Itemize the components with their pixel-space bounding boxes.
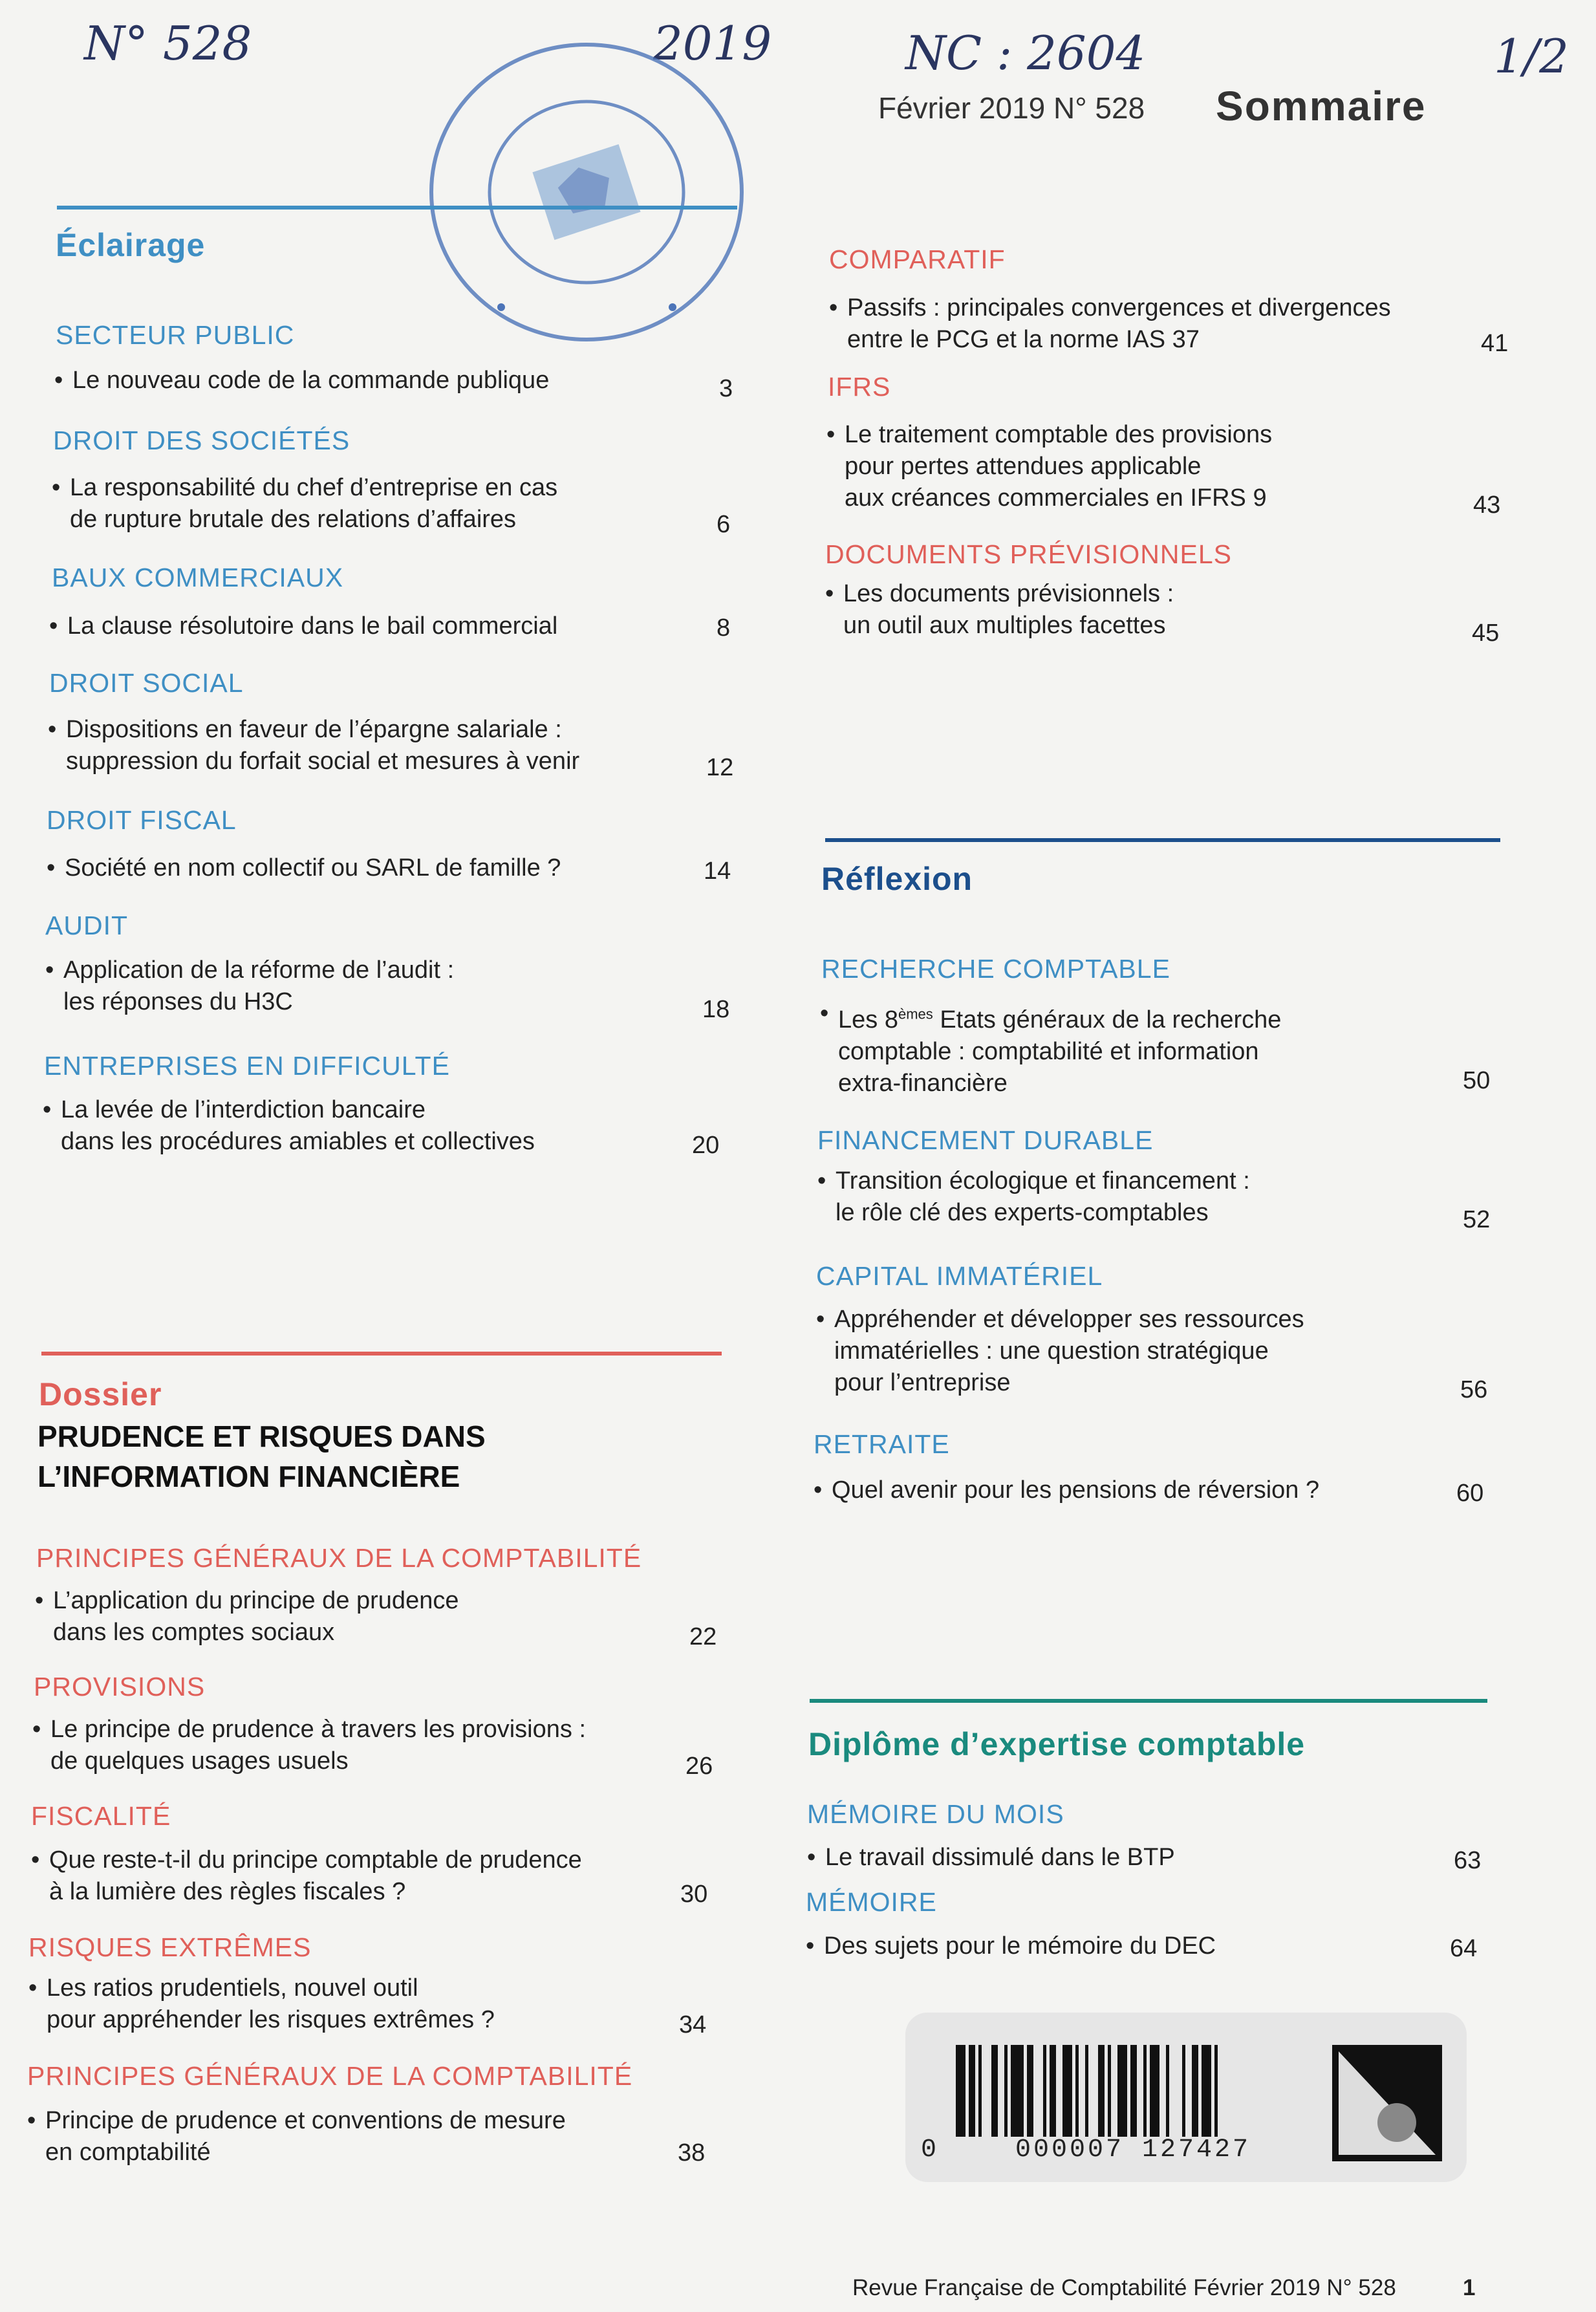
- barcode-bar: [1027, 2045, 1033, 2137]
- toc-entry[interactable]: • Application de la réforme de l’audit : les réponses du H3C: [45, 956, 455, 1015]
- dossier-subtitle: PRUDENCE ET RISQUES DANS L’INFORMATION FINANCIÈRE: [38, 1420, 486, 1493]
- page-number: 30: [680, 1881, 708, 1908]
- category-label: MÉMOIRE DU MOIS: [807, 1799, 1064, 1829]
- barcode-bar: [1192, 2045, 1198, 2137]
- category-label: BAUX COMMERCIAUX: [52, 563, 344, 592]
- barcode-bar: [1085, 2045, 1088, 2137]
- page-number: 20: [692, 1132, 720, 1159]
- page-number: 50: [1463, 1067, 1491, 1094]
- barcode-prefix: 0: [921, 2135, 937, 2165]
- barcode-bar: [1182, 2045, 1185, 2137]
- toc-entry[interactable]: • Le nouveau code de la commande publique: [54, 367, 550, 394]
- page-number: 18: [702, 996, 730, 1023]
- category-label: RISQUES EXTRÊMES: [28, 1932, 312, 1962]
- page-number: 22: [689, 1623, 717, 1650]
- category-label: ENTREPRISES EN DIFFICULTÉ: [44, 1051, 450, 1081]
- barcode-addon-icon: [1332, 2045, 1442, 2161]
- eclairage-title: Éclairage: [56, 227, 206, 263]
- barcode-bar: [1202, 2045, 1211, 2137]
- toc-entry[interactable]: • La clause résolutoire dans le bail commercial: [49, 612, 558, 640]
- toc-entry[interactable]: • Des sujets pour le mémoire du DEC: [806, 1932, 1216, 1960]
- page-number: 6: [717, 511, 731, 538]
- library-stamp-icon: [424, 36, 750, 349]
- toc-entry[interactable]: • Les 8èmes Etats généraux de la recherche comptable : comptabilité et information extra-financière: [820, 1000, 1282, 1097]
- barcode-bar: [1050, 2045, 1056, 2137]
- eclairage-rule: [57, 206, 737, 210]
- barcode-bar: [1108, 2045, 1111, 2137]
- category-label: PROVISIONS: [34, 1672, 206, 1702]
- page-number: 3: [719, 375, 733, 402]
- toc-entry[interactable]: • Que reste-t-il du principe comptable de prudence à la lumière des règles fiscales ?: [31, 1846, 582, 1905]
- barcode-bar: [1143, 2045, 1147, 2137]
- barcode-bar: [1214, 2045, 1218, 2137]
- barcode-bar: [1043, 2045, 1046, 2137]
- category-label: FINANCEMENT DURABLE: [817, 1125, 1154, 1155]
- handwritten-nc: NC : 2604: [905, 26, 1146, 80]
- barcode-bar: [969, 2045, 975, 2137]
- category-label: AUDIT: [45, 911, 128, 940]
- toc-entry[interactable]: • Le principe de prudence à travers les provisions : de quelques usages usuels: [32, 1716, 587, 1775]
- toc-entry[interactable]: • Le traitement comptable des provisions pour pertes attendues applicable aux créances commerciales en IFRS 9: [826, 421, 1273, 512]
- category-label: RETRAITE: [814, 1429, 950, 1459]
- barcode-bar: [1062, 2045, 1072, 2137]
- barcode-bar: [1011, 2045, 1024, 2137]
- page-number: 52: [1463, 1206, 1491, 1233]
- dossier-label: Dossier: [39, 1376, 162, 1412]
- reflexion-rule: [825, 838, 1500, 842]
- category-label: MÉMOIRE: [806, 1887, 937, 1917]
- toc-entry[interactable]: • Les ratios prudentiels, nouvel outil pour appréhender les risques extrêmes ?: [28, 1974, 495, 2033]
- category-label: SECTEUR PUBLIC: [56, 320, 295, 350]
- toc-entry[interactable]: • L’application du principe de prudence dans les comptes sociaux: [35, 1587, 459, 1646]
- page-number: 60: [1456, 1480, 1484, 1507]
- page-number: 26: [685, 1753, 713, 1780]
- toc-entry[interactable]: • Principe de prudence et conventions de mesure en comptabilité: [27, 2107, 566, 2166]
- reflexion-title: Réflexion: [821, 861, 973, 897]
- category-label: RECHERCHE COMPTABLE: [821, 954, 1170, 984]
- issue-info: Février 2019 N° 528: [878, 91, 1145, 125]
- page-title: Sommaire: [1216, 83, 1427, 129]
- category-label: DOCUMENTS PRÉVISIONNELS: [825, 539, 1232, 569]
- category-label: DROIT SOCIAL: [49, 668, 244, 698]
- category-label: COMPARATIF: [829, 244, 1006, 274]
- barcode-bar: [1166, 2045, 1169, 2137]
- toc-entry[interactable]: • La levée de l’interdiction bancaire dans les procédures amiables et collectives: [43, 1096, 535, 1155]
- barcode-bars: [956, 2045, 1318, 2137]
- barcode-bar: [1130, 2045, 1137, 2137]
- page-number: 41: [1481, 330, 1509, 357]
- barcode-bar: [1004, 2045, 1008, 2137]
- category-label: DROIT FISCAL: [47, 805, 237, 835]
- barcode-digits: 000007 127427: [1015, 2135, 1251, 2165]
- barcode-bar: [991, 2045, 998, 2137]
- category-label: IFRS: [828, 372, 891, 402]
- dec-title: Diplôme d’expertise comptable: [808, 1726, 1306, 1762]
- footer-page-number: 1: [1463, 2275, 1476, 2300]
- category-label: CAPITAL IMMATÉRIEL: [816, 1261, 1103, 1291]
- barcode-bar: [956, 2045, 965, 2137]
- barcode-bar: [1075, 2045, 1079, 2137]
- page-number: 12: [706, 754, 734, 781]
- category-label: PRINCIPES GÉNÉRAUX DE LA COMPTABILITÉ: [36, 1543, 642, 1573]
- page-number: 38: [678, 2139, 706, 2166]
- toc-entry[interactable]: • Les documents prévisionnels : un outil aux multiples facettes: [825, 580, 1174, 639]
- toc-entry[interactable]: • Transition écologique et financement : le rôle clé des experts-comptables: [817, 1167, 1250, 1226]
- category-label: PRINCIPES GÉNÉRAUX DE LA COMPTABILITÉ: [27, 2061, 633, 2091]
- toc-entry[interactable]: • Le travail dissimulé dans le BTP: [807, 1844, 1175, 1871]
- barcode-bar: [1117, 2045, 1127, 2137]
- toc-entry[interactable]: • Appréhender et développer ses ressources immatérielles : une question stratégique pour l’entreprise: [816, 1306, 1304, 1396]
- page-number: 45: [1472, 620, 1500, 647]
- page-number: 64: [1450, 1935, 1478, 1962]
- handwritten-year: 2019: [653, 16, 772, 70]
- toc-entry[interactable]: • Société en nom collectif ou SARL de famille ?: [47, 854, 561, 881]
- footer-publication: Revue Française de Comptabilité Février 2019 N° 528: [852, 2275, 1396, 2300]
- barcode-bar: [1098, 2045, 1105, 2137]
- barcode-sticker: [905, 2013, 1467, 2182]
- page-number: 63: [1454, 1847, 1482, 1874]
- barcode-bar: [1150, 2045, 1159, 2137]
- dec-rule: [810, 1699, 1487, 1703]
- handwritten-number: N° 528: [84, 16, 252, 70]
- category-label: DROIT DES SOCIÉTÉS: [53, 426, 350, 455]
- handwritten-fraction: 1/2: [1494, 29, 1569, 83]
- page-number: 8: [717, 614, 731, 642]
- page-number: 14: [704, 858, 731, 885]
- page-number: 34: [679, 2011, 707, 2038]
- category-label: FISCALITÉ: [31, 1801, 171, 1831]
- barcode-bar: [978, 2045, 982, 2137]
- toc-entry[interactable]: • Dispositions en faveur de l’épargne salariale : suppression du forfait social et mesures à venir: [48, 716, 580, 775]
- toc-entry[interactable]: • Passifs : principales convergences et divergences entre le PCG et la norme IAS 37: [829, 294, 1391, 353]
- dossier-rule: [41, 1352, 722, 1356]
- toc-entry[interactable]: • La responsabilité du chef d’entreprise en cas de rupture brutale des relations d’affaires: [52, 474, 558, 533]
- page-number: 43: [1473, 492, 1501, 519]
- page-number: 56: [1460, 1376, 1488, 1403]
- toc-entry[interactable]: • Quel avenir pour les pensions de réversion ?: [814, 1476, 1320, 1504]
